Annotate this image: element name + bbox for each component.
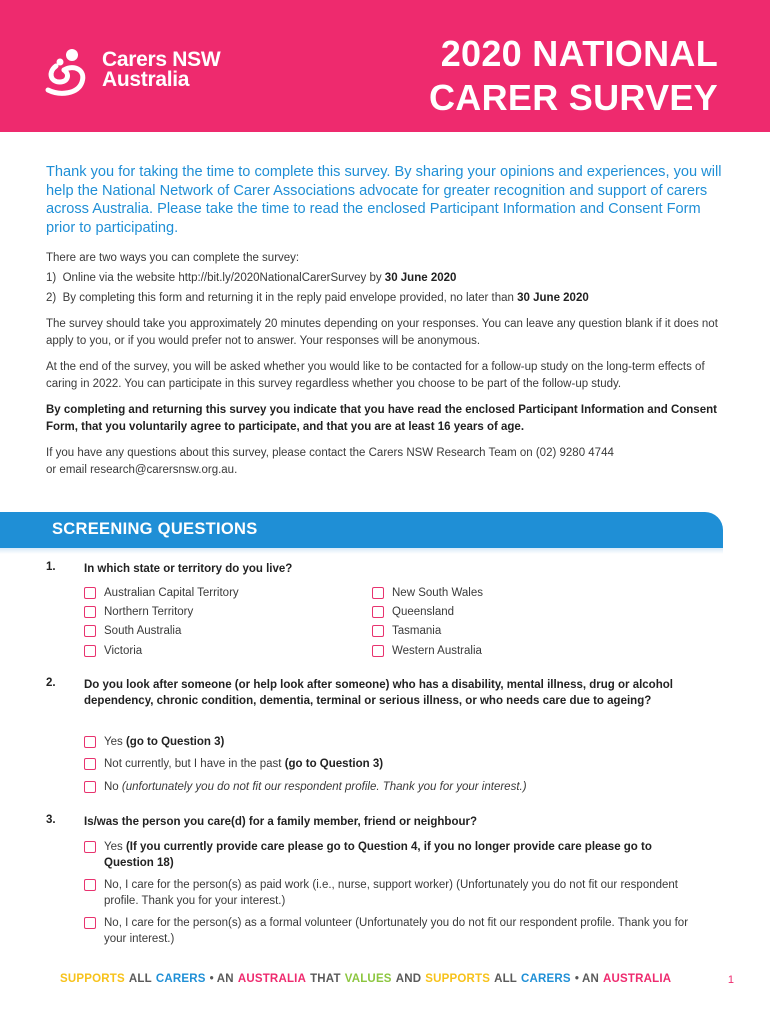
checkbox[interactable] bbox=[84, 917, 96, 929]
carers-nsw-logo bbox=[42, 44, 242, 104]
slogan-word: VALUES bbox=[344, 973, 392, 985]
slogan-word: CARERS bbox=[155, 973, 206, 985]
question-1-text: In which state or territory do you live? bbox=[84, 563, 293, 575]
question-number: 1. bbox=[46, 561, 56, 573]
section-divider bbox=[0, 548, 723, 554]
checkbox[interactable] bbox=[84, 606, 96, 618]
option-label: Western Australia bbox=[392, 645, 482, 657]
way-1-text: 1) Online via the website http://bit.ly/2020NationalCarerSurvey by bbox=[46, 272, 385, 284]
option-note: (unfortunately you do not fit our respondent profile. Thank you for your interest.) bbox=[121, 781, 527, 793]
way-2-text: 2) By completing this form and returning it in the reply paid envelope provided, no later than bbox=[46, 292, 518, 304]
contact-line2: or email research@carersnsw.org.au. bbox=[46, 464, 238, 476]
instructions bbox=[46, 250, 726, 488]
followup-paragraph: At the end of the survey, you will be asked whether you would like to be contacted for a follow-up study on the long-term effects of caring in 2022. You can participate in this survey regardless whether you choose to be part of the follow-up study. bbox=[46, 361, 705, 390]
intro-paragraph: Thank you for taking the time to complete this survey. By sharing your opinions and experiences, you will help the National Network of Carer Associations advocate for greater recognition and support of carers across Australia. Please take the time to read the enclosed Participant Information and Consent Form prior to participating. bbox=[46, 164, 722, 236]
checkbox[interactable] bbox=[84, 781, 96, 793]
carer-figure-icon bbox=[42, 48, 94, 100]
option-text: Not currently, but I have in the past bbox=[104, 758, 285, 770]
section-header bbox=[0, 512, 723, 548]
slogan-word: • AN bbox=[574, 973, 600, 985]
header-banner bbox=[0, 0, 770, 132]
slogan-word: AUSTRALIA bbox=[603, 973, 672, 985]
checkbox[interactable] bbox=[372, 625, 384, 637]
option-label bbox=[104, 779, 704, 795]
checkbox[interactable] bbox=[372, 587, 384, 599]
option-label: New South Wales bbox=[392, 587, 483, 599]
slogan-word: • AN bbox=[209, 973, 234, 985]
option-label: South Australia bbox=[104, 625, 182, 637]
slogan-word: SUPPORTS bbox=[425, 973, 491, 985]
way-1-date: 30 June 2020 bbox=[384, 272, 457, 284]
option-label: No, I care for the person(s) as paid work (i.e., nurse, support worker) (Unfortunately you do not fit our respondent profile. Thank you for your interest.) bbox=[104, 879, 678, 907]
option-instruction: (If you currently provide care please go to Question 4, if you no longer provide care please go to Question 18) bbox=[104, 841, 652, 869]
contact-line1: If you have any questions about this survey, please contact the Carers NSW Research Team on (02) 9280 4744 bbox=[46, 447, 614, 459]
option-instruction: (go to Question 3) bbox=[284, 758, 384, 770]
duration-paragraph: The survey should take you approximately 20 minutes depending on your responses. You can leave any question blank if it does not apply to you, or if you would prefer not to answer. Your responses will be anonymous. bbox=[46, 318, 718, 347]
footer-slogan bbox=[60, 973, 675, 985]
option-text: Yes bbox=[104, 736, 126, 748]
option-label: Queensland bbox=[392, 606, 455, 618]
slogan-word: AUSTRALIA bbox=[237, 973, 307, 985]
consent-paragraph: By completing and returning this survey you indicate that you have read the enclosed Participant Information and Consent Form, that you voluntarily agree to participate, and that you are at least 16 years of age. bbox=[46, 404, 717, 433]
page-number: 1 bbox=[727, 974, 734, 986]
title-line2: CARER SURVEY bbox=[429, 77, 718, 118]
checkbox[interactable] bbox=[84, 758, 96, 770]
slogan-word: AND bbox=[395, 973, 422, 985]
logo-line2: Australia bbox=[102, 68, 190, 91]
checkbox[interactable] bbox=[84, 879, 96, 891]
way-2 bbox=[46, 290, 726, 307]
checkbox[interactable] bbox=[372, 645, 384, 657]
option-label bbox=[104, 839, 704, 871]
question-number: 3. bbox=[46, 814, 56, 826]
title-line1: 2020 NATIONAL bbox=[440, 33, 718, 74]
page-title bbox=[429, 32, 718, 120]
checkbox[interactable] bbox=[372, 606, 384, 618]
section-title: SCREENING QUESTIONS bbox=[52, 520, 258, 538]
slogan-word: ALL bbox=[494, 973, 518, 985]
contact-paragraph bbox=[46, 445, 726, 479]
question-number: 2. bbox=[46, 677, 56, 689]
checkbox[interactable] bbox=[84, 736, 96, 748]
option-label: No, I care for the person(s) as a formal volunteer (Unfortunately you do not fit our respondent profile. Thank you for your interest.) bbox=[104, 917, 689, 945]
option-instruction: (go to Question 3) bbox=[125, 736, 225, 748]
option-label bbox=[104, 734, 704, 750]
slogan-word: THAT bbox=[310, 973, 341, 985]
checkbox[interactable] bbox=[84, 587, 96, 599]
slogan-word: SUPPORTS bbox=[60, 973, 125, 985]
slogan-word: ALL bbox=[128, 973, 152, 985]
checkbox[interactable] bbox=[84, 645, 96, 657]
ways-intro: There are two ways you can complete the survey: bbox=[46, 252, 300, 264]
question-2-text: Do you look after someone (or help look after someone) who has a disability, mental illness, drug or alcohol dependency, chronic condition, dementia, terminal or serious illness, or who needs care due to ageing? bbox=[84, 679, 673, 707]
question-3-text: Is/was the person you care(d) for a family member, friend or neighbour? bbox=[84, 816, 477, 828]
option-text: Yes bbox=[104, 841, 126, 853]
option-label: Victoria bbox=[104, 645, 143, 657]
option-label: Northern Territory bbox=[104, 606, 194, 618]
option-label bbox=[104, 756, 704, 772]
option-label: Tasmania bbox=[392, 625, 442, 637]
option-label: Australian Capital Territory bbox=[104, 587, 239, 599]
slogan-word: CARERS bbox=[521, 973, 571, 985]
way-1 bbox=[46, 270, 726, 287]
logo-line1: Carers NSW bbox=[102, 48, 221, 71]
checkbox[interactable] bbox=[84, 841, 96, 853]
checkbox[interactable] bbox=[84, 625, 96, 637]
way-2-date: 30 June 2020 bbox=[517, 292, 589, 304]
option-text: No bbox=[104, 781, 122, 793]
